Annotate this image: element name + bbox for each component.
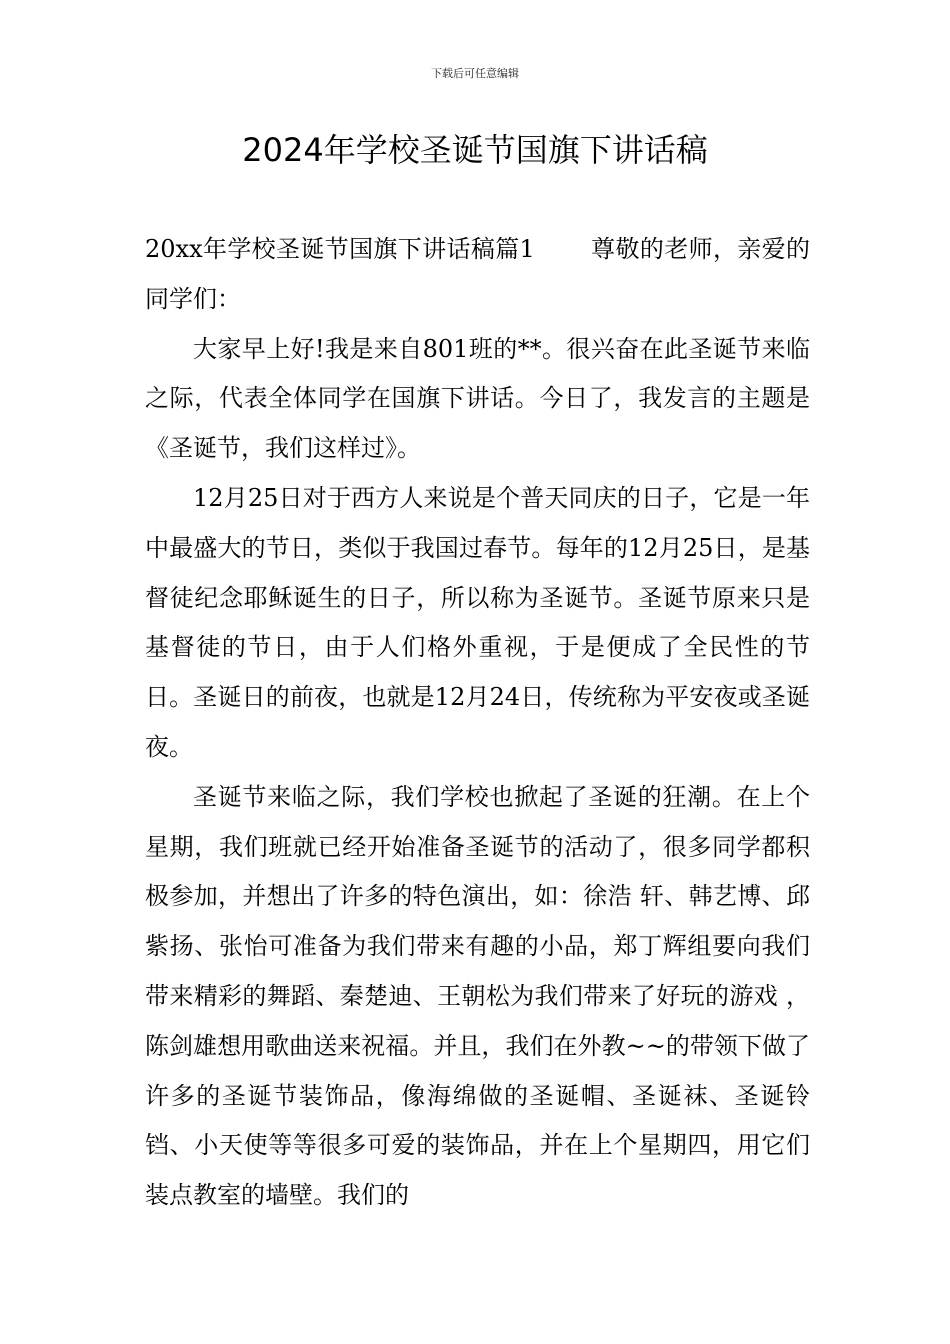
body-paragraph-2: 12月25日对于西方人来说是个普天同庆的日子，它是一年中最盛大的节日，类似于我国过春节。每年的12月25日，是基督徒纪念耶稣诞生的日子，所以称为圣诞节。圣诞节原来只是基督徒的节日，由于人们格外重视，于是便成了全民性的节日。圣诞日的前夜，也就是12月24日，传统称为平安夜或圣诞夜。 (145, 483, 810, 761)
intro-heading: 20xx年学校圣诞节国旗下讲话稿篇1 (145, 235, 535, 263)
document-title: 2024年学校圣诞节国旗下讲话稿 (242, 131, 708, 169)
intro-paragraph (145, 225, 810, 325)
header-note: 下载后可任意编辑 (431, 67, 519, 80)
document-body (145, 225, 810, 1221)
body-paragraph-1: 大家早上好!我是来自801班的**。很兴奋在此圣诞节来临之际，代表全体同学在国旗下讲话。今日了，我发言的主题是《圣诞节，我们这样过》。 (145, 334, 810, 463)
intro-salutation: 尊敬的老师，亲爱的同学们： (145, 235, 811, 313)
body-paragraph-3: 圣诞节来临之际，我们学校也掀起了圣诞的狂潮。在上个星期，我们班就已经开始准备圣诞节的活动了，很多同学都积极参加，并想出了许多的特色演出，如：徐浩 轩、韩艺博、邱紫扬、张怡可准备为我们带来有趣的小品，郑丁辉组要向我们带来精彩的舞蹈、秦楚迪、王朝松为我们带来了好玩的游戏 ，陈剑雄想用歌曲送来祝福。并且，我们在外教~~的带领下做了许多的圣诞节装饰品，像海绵做的圣诞帽、圣诞袜、圣诞铃铛、小天使等等很多可爱的装饰品，并在上个星期四，用它们装点教室的墙壁。我们的 (145, 782, 810, 1210)
